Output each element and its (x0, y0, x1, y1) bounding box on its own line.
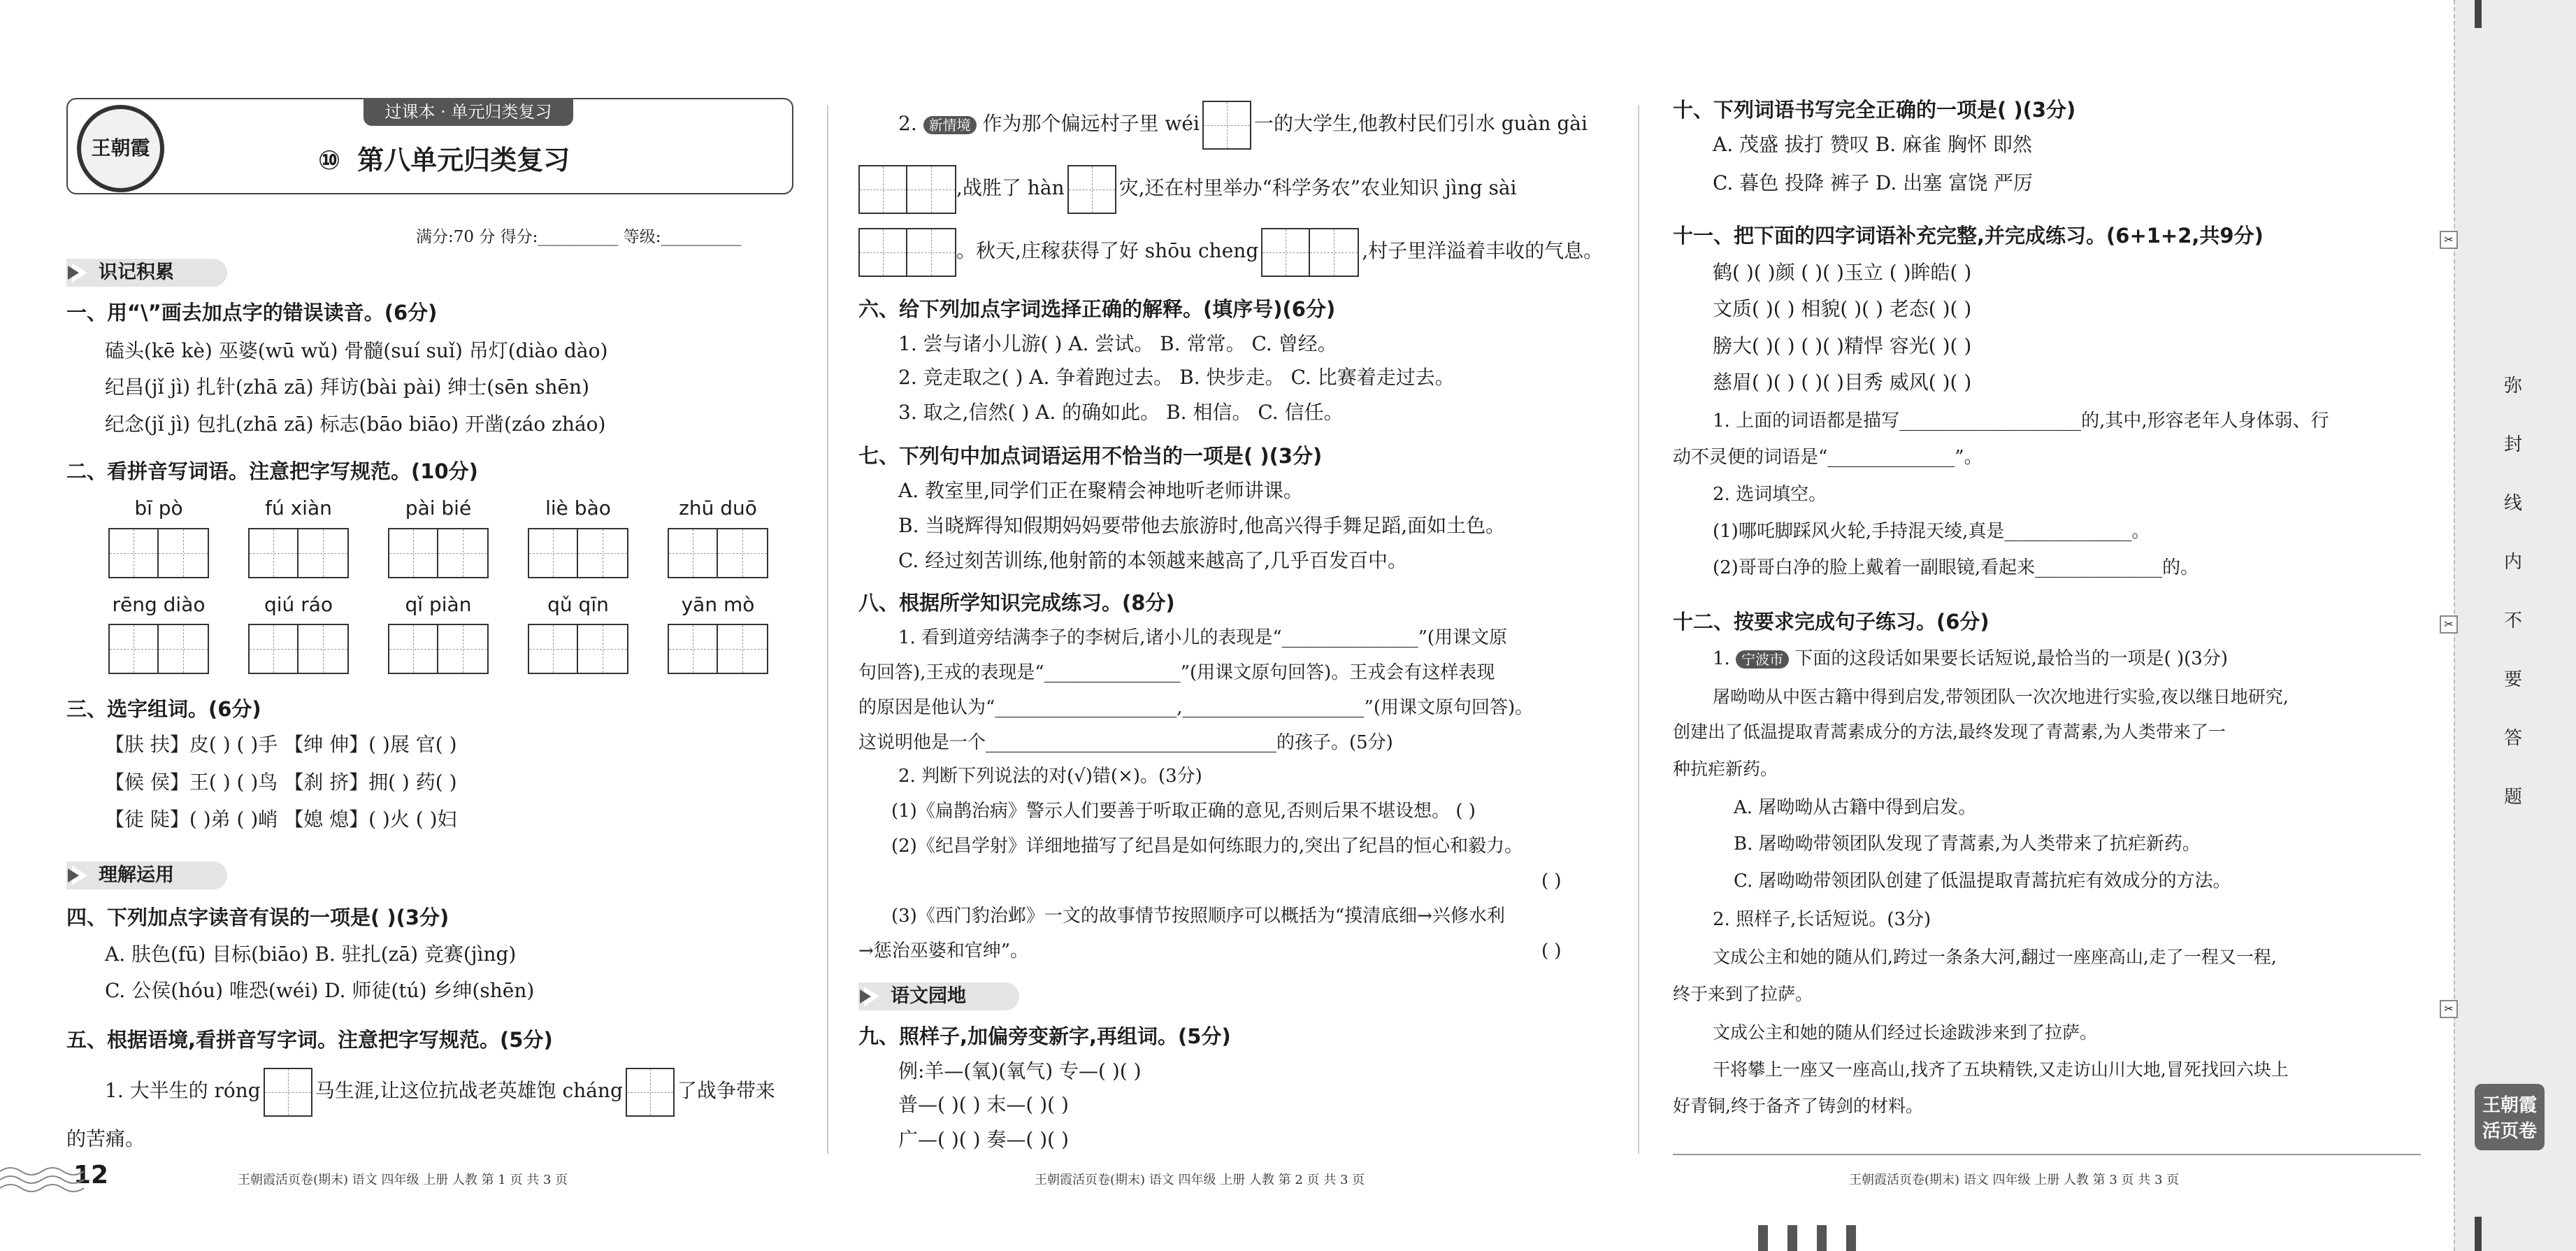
footer-page2: 王朝霞活页卷(期末) 语文 四年级 上册 人教 第 2 页 共 3 页 (1035, 1173, 1365, 1187)
wave-decoration (0, 1164, 91, 1192)
footer-rule (1673, 1154, 2421, 1155)
answer-box[interactable] (907, 165, 956, 214)
q4-row: C. 公侯(hóu) 唯恐(wéi) D. 师徒(tú) 乡绅(shēn) (105, 979, 535, 1002)
writing-grid[interactable] (108, 624, 209, 674)
q12-question (1713, 647, 2228, 671)
q12-text: 下面的这段话如果要长话短说,最恰当的一项是( )(3分) (1794, 648, 2228, 669)
q12-row: A. 屠呦呦从古籍中得到启发。 (1734, 797, 1977, 818)
brand-name: 王朝霞 (2482, 1095, 2537, 1116)
q9-row: 广—( )( ) 奏—( )( ) (898, 1128, 1069, 1151)
barcode-marks (1758, 1225, 1856, 1251)
q5-text: 马生涯,让这位抗战老英雄饱 cháng (315, 1079, 623, 1102)
pinyin: qiú ráo (264, 593, 333, 616)
q10-title: 十、下列词语书写完全正确的一项是( )(3分) (1673, 98, 2076, 122)
q8-row: (3)《西门豹治邺》一文的故事情节按照顺序可以概括为“摸清底细→兴修水利 (891, 906, 1505, 927)
q4-title: 四、下列加点字读音有误的一项是( )(3分) (66, 906, 449, 929)
pinyin: yān mò (681, 593, 755, 616)
q1-row: 纪念(jǐ jì) 包扎(zhā zā) 标志(bāo biāo) 开凿(záo zháo) (105, 413, 606, 436)
q12-row: 2. 照样子,长话短说。(3分) (1713, 909, 1931, 930)
unit-number: ⑩ (318, 145, 341, 176)
q11-line: 动不灵便的词语是“______________”。 (1673, 447, 1983, 468)
pinyin: pài bié (405, 496, 472, 520)
q3-row: 【肤 扶】皮( ) ( )手 【绅 伸】( )展 官( ) (105, 733, 457, 756)
unit-title-text: 第八单元归类复习 (357, 145, 570, 176)
q11-row: 文质( )( ) 相貌( )( ) 老态( )( ) (1713, 297, 1972, 320)
q12-row: 好青铜,终于备齐了铸剑的材料。 (1673, 1096, 1923, 1116)
answer-box[interactable] (858, 165, 907, 214)
scissors-icon: ✂ (2440, 1000, 2458, 1018)
q8-row: ( ) (1541, 941, 1562, 962)
q12-row: 种抗疟新药。 (1673, 759, 1778, 779)
q12-row: 文成公主和她的随从们,跨过一条条大河,翻过一座座高山,走了一程又一程, (1713, 947, 2277, 967)
q12-row: 干将攀上一座又一座高山,找齐了五块精铁,又走访山川大地,冒死找回六块上 (1713, 1059, 2289, 1080)
writing-grid[interactable] (388, 528, 489, 578)
q8-row: 这说明他是一个________________________________的孩子。(5分) (858, 732, 1393, 753)
q12-row: 屠呦呦从中医古籍中得到启发,带领团队一次次地进行实验,夜以继日地研究, (1713, 687, 2289, 707)
q11-row: 膀大( )( ) ( )( )精悍 容光( )( ) (1713, 334, 1972, 357)
column-divider (1638, 105, 1639, 1154)
q8-row: 句回答),王戎的表现是“_______________”(用课文原句回答)。王戎会有这样表现 (858, 662, 1495, 683)
q10-row: A. 茂盛 拔打 赞叹 B. 麻雀 胸怀 即然 (1713, 133, 2032, 156)
answer-box[interactable] (907, 228, 956, 277)
writing-grid[interactable] (388, 624, 489, 674)
unit-title (318, 138, 570, 177)
scissors-icon: ✂ (2440, 615, 2458, 634)
q5-end: 的苦痛。 (66, 1127, 145, 1150)
pinyin: fú xiàn (265, 496, 332, 520)
answer-box[interactable] (1202, 101, 1251, 150)
q5-2-number: 2. (898, 112, 917, 135)
seal-char: 线 (2503, 493, 2522, 514)
writing-grid[interactable] (108, 528, 209, 578)
q11-line: 1. 上面的词语都是描写____________________的,其中,形容老年人身体弱、行 (1713, 410, 2329, 431)
q5-2-line3 (858, 225, 1603, 277)
region-tag: 宁波市 (1736, 650, 1789, 669)
strip-mark (2475, 1217, 2482, 1251)
q12-title: 十二、按要求完成句子练习。(6分) (1673, 610, 1989, 634)
q11-line: (1)哪吒脚踩风火轮,手持混天绫,真是______________。 (1713, 521, 2150, 542)
q3-row: 【候 侯】王( ) ( )鸟 【刹 挤】拥( ) 药( ) (105, 771, 457, 794)
q11-title: 十一、把下面的四字词语补充完整,并完成练习。(6+1+2,共9分) (1673, 224, 2264, 248)
answer-box[interactable] (858, 228, 907, 277)
q11-row: 慈眉( )( ) ( )( )目秀 威风( )( ) (1713, 371, 1972, 394)
q5-2-text: 作为那个偏远村子里 wéi (982, 112, 1200, 135)
q7-row: A. 教室里,同学们正在聚精会神地听老师讲课。 (898, 479, 1303, 502)
q5-title: 五、根据语境,看拼音写字词。注意把字写规范。(5分) (66, 1028, 553, 1052)
writing-grid[interactable] (668, 624, 768, 674)
pinyin: qǐ piàn (405, 593, 472, 616)
q1-row: 磕头(kē kè) 巫婆(wū wǔ) 骨髓(suí suǐ) 吊灯(diào dào) (105, 339, 608, 362)
seal-char: 不 (2503, 610, 2522, 631)
q5-2-text: 一的大学生,他教村民们引水 guàn gài (1253, 112, 1588, 135)
q3-title: 三、选字组词。(6分) (66, 697, 261, 721)
brand-sub: 活页卷 (2482, 1121, 2537, 1142)
answer-box[interactable] (264, 1068, 312, 1117)
q5-text: 1. 大半生的 róng (105, 1079, 261, 1102)
q12-number: 1. (1713, 648, 1730, 669)
q7-title: 七、下列句中加点词语运用不恰当的一项是( )(3分) (858, 444, 1323, 468)
q8-row: 的原因是他认为“____________________,____________________”(用课文原句回答)。 (858, 697, 1534, 718)
q6-row: 2. 竞走取之( ) A. 争着跑过去。 B. 快步走。 C. 比赛着走过去。 (898, 366, 1455, 389)
q6-row: 3. 取之,信然( ) A. 的确如此。 B. 相信。 C. 信任。 (898, 401, 1344, 424)
q11-line: 2. 选词填空。 (1713, 484, 1827, 505)
seal-char: 内 (2503, 552, 2522, 573)
q5-line (105, 1063, 775, 1119)
q6-row: 1. 尝与诸小儿游( ) A. 尝试。 B. 常常。 C. 曾经。 (898, 332, 1337, 355)
q1-row: 纪昌(jǐ jì) 扎针(zhā zā) 拜访(bài pài) 绅士(sēn shēn) (105, 376, 590, 399)
q12-row: B. 屠呦呦带领团队发现了青蒿素,为人类带来了抗疟新药。 (1734, 834, 2201, 855)
q12-row: C. 屠呦呦带领团队创建了低温提取青蒿抗疟有效成分的方法。 (1734, 871, 2231, 892)
q11-row: 鹤( )( )颜 ( )( )玉立 ( )眸皓( ) (1713, 261, 1972, 284)
q9-row: 普—( )( ) 末—( )( ) (898, 1093, 1069, 1116)
q2-title: 二、看拼音写词语。注意把字写规范。(10分) (66, 459, 478, 483)
pinyin: rēng diào (112, 593, 206, 616)
q4-row: A. 肤色(fū) 目标(biāo) B. 驻扎(zā) 竞赛(jìng) (105, 943, 517, 966)
answer-box[interactable] (1310, 228, 1359, 277)
header-banner: 过课本 · 单元归类复习 (364, 98, 573, 126)
brand-badge (2475, 1084, 2545, 1150)
seal-char: 封 (2503, 434, 2522, 455)
answer-box[interactable] (626, 1068, 675, 1117)
writing-grid[interactable] (668, 528, 768, 578)
q8-row: 2. 判断下列说法的对(√)错(×)。(3分) (898, 766, 1202, 787)
answer-box[interactable] (1261, 228, 1310, 277)
q8-row: ( ) (1541, 871, 1562, 892)
q7-row: B. 当晓辉得知假期妈妈要带他去旅游时,他高兴得手舞足蹈,面如土色。 (898, 514, 1506, 537)
seal-char: 弥 (2503, 376, 2522, 396)
pinyin: bī pò (134, 496, 183, 520)
score-line: 满分:70 分 得分:__________ 等级:__________ (416, 228, 742, 246)
q8-row: (2)《纪昌学射》详细地描写了纪昌是如何练眼力的,突出了纪昌的恒心和毅力。 (891, 836, 1523, 857)
seal-char: 要 (2503, 669, 2522, 690)
q5-2-text: ,战胜了 hàn (956, 176, 1065, 199)
q11-line: (2)哥哥白净的脸上戴着一副眼镜,看起来______________的。 (1713, 557, 2199, 578)
writing-grid[interactable] (528, 624, 628, 674)
q5-2-text: ,村子里洋溢着丰收的气息。 (1362, 239, 1604, 262)
scissors-icon: ✂ (2440, 231, 2458, 249)
q8-row: →惩治巫婆和官绅”。 (858, 941, 1029, 962)
q5-2-text: 。秋天,庄稼获得了好 shōu cheng (956, 239, 1259, 262)
q8-row: 1. 看到道旁结满李子的李树后,诸小儿的表现是“_______________”(用课文原 (898, 627, 1508, 648)
q9-row: 例:羊—(氧)(氧气) 专—( )( ) (898, 1059, 1142, 1082)
q5-2-text: 灾,还在村里举办“科学务农”农业知识 jìng sài (1118, 176, 1517, 199)
writing-grid[interactable] (528, 528, 628, 578)
section-memorize: 识记积累 (66, 259, 227, 287)
strip-mark (2475, 0, 2482, 28)
q12-row: 终于来到了拉萨。 (1673, 984, 1813, 1004)
q10-row: C. 暮色 投降 裤子 D. 出塞 富饶 严厉 (1713, 171, 2033, 194)
q5-2-line1 (898, 98, 1588, 150)
q8-row: (1)《扁鹊治病》警示人们要善于听取正确的意见,否则后果不堪设想。 ( ) (891, 801, 1476, 822)
pinyin: liè bào (545, 496, 611, 520)
column-divider (827, 105, 828, 1154)
q7-row: C. 经过刻苦训练,他射箭的本领越来越高了,几乎百发百中。 (898, 549, 1408, 572)
q12-row: 文成公主和她的随从们经过长途跋涉来到了拉萨。 (1713, 1022, 2098, 1043)
footer-page1: 王朝霞活页卷(期末) 语文 四年级 上册 人教 第 1 页 共 3 页 (238, 1173, 568, 1187)
pinyin: zhū duō (679, 496, 757, 520)
pinyin: qǔ qīn (547, 593, 609, 616)
logo-text: 王朝霞 (91, 136, 150, 159)
q8-title: 八、根据所学知识完成练习。(8分) (858, 591, 1175, 615)
answer-box[interactable] (1067, 165, 1116, 214)
q5-2-line2 (858, 162, 1517, 214)
section-apply: 理解运用 (66, 862, 227, 889)
new-context-tag: 新情境 (923, 116, 977, 134)
section-garden: 语文园地 (858, 982, 1019, 1010)
writing-grid[interactable] (248, 624, 349, 674)
seal-line-text (2499, 357, 2527, 827)
logo (77, 105, 164, 192)
seal-char: 题 (2503, 787, 2522, 808)
seal-char: 答 (2503, 728, 2522, 749)
page-number: 12 (73, 1161, 109, 1189)
q3-row: 【徒 陡】( )弟 ( )峭 【媳 熄】( )火 ( )妇 (105, 808, 457, 831)
q9-title: 九、照样子,加偏旁变新字,再组词。(5分) (858, 1024, 1231, 1048)
writing-grid[interactable] (248, 528, 349, 578)
q6-title: 六、给下列加点字词选择正确的解释。(填序号)(6分) (858, 297, 1336, 321)
q1-title: 一、用“\”画去加点字的错误读音。(6分) (66, 301, 438, 324)
q5-text: 了战争带来 (677, 1079, 775, 1102)
footer-page3: 王朝霞活页卷(期末) 语文 四年级 上册 人教 第 3 页 共 3 页 (1849, 1173, 2180, 1187)
q12-row: 创建出了低温提取青蒿素成分的方法,最终发现了青蒿素,为人类带来了一 (1673, 722, 2226, 742)
